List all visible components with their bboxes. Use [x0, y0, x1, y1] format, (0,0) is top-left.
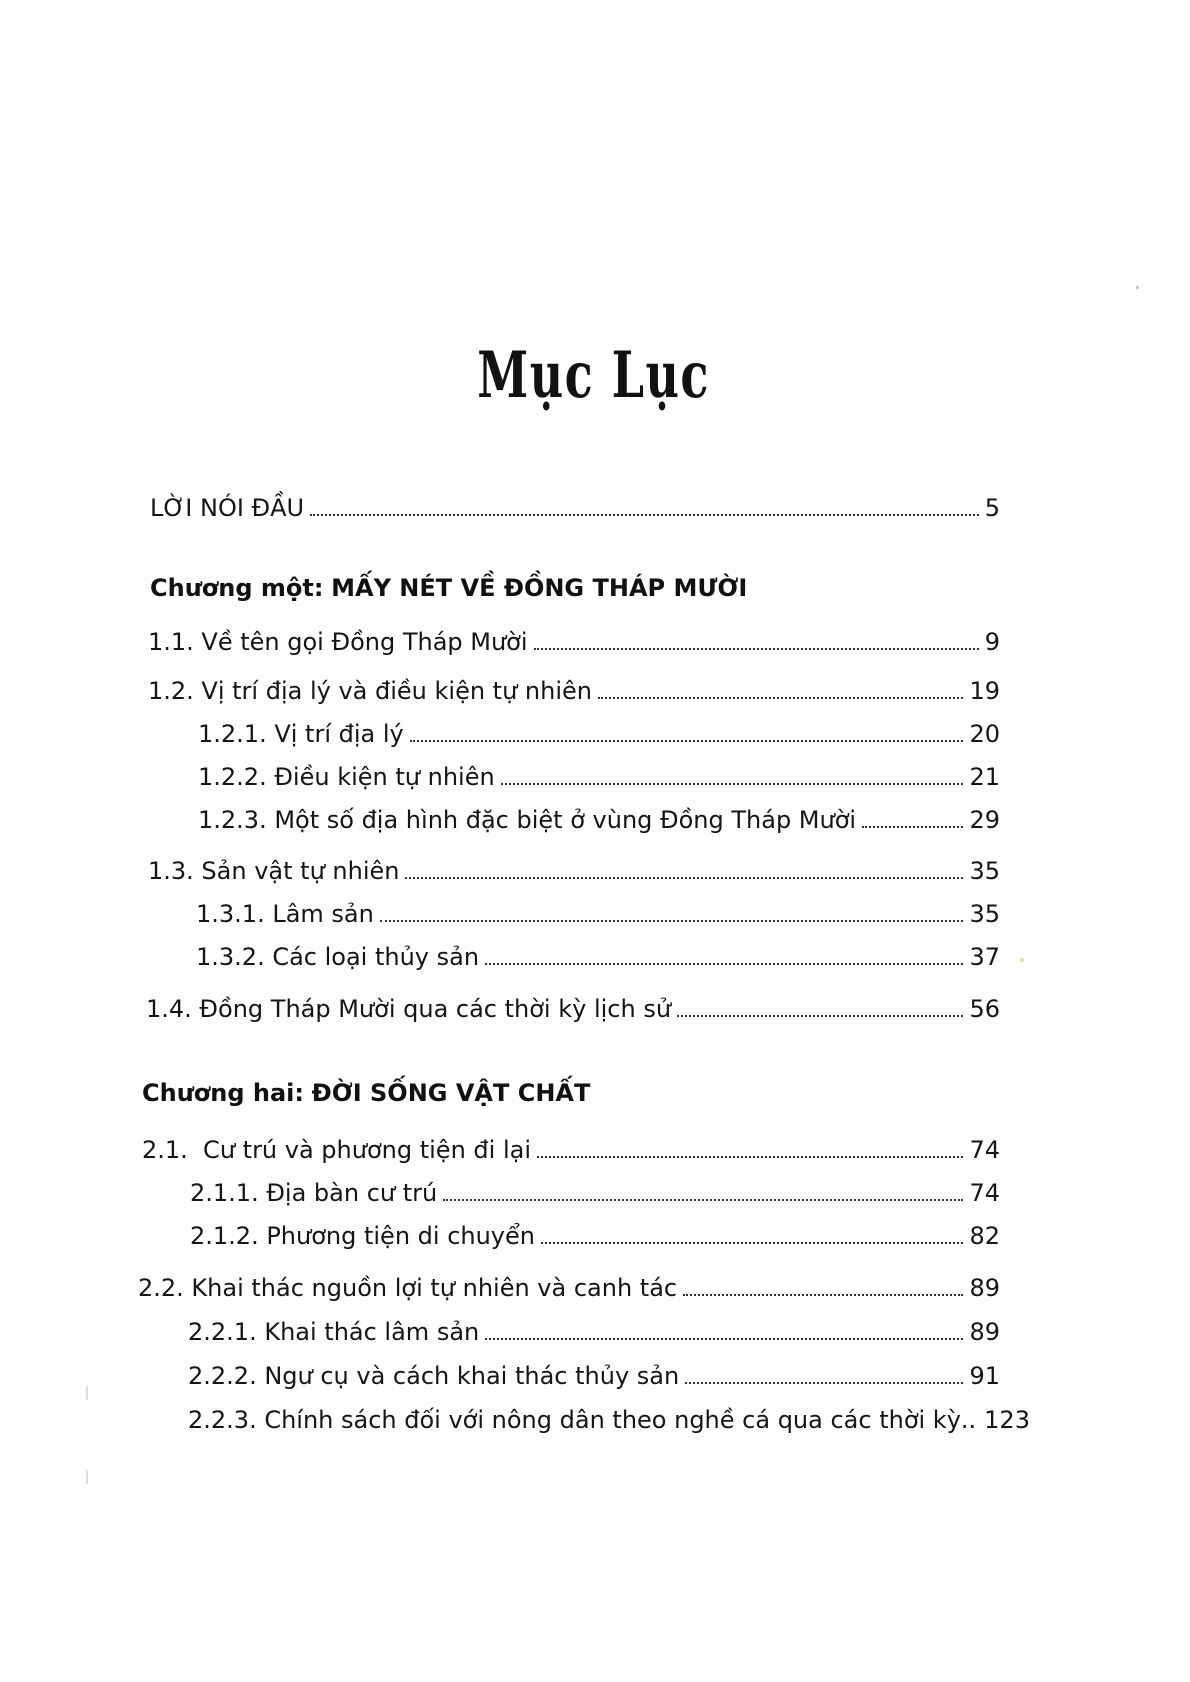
chapter-prefix: Chương một: [150, 574, 324, 602]
toc-page-number: 29 [969, 806, 1000, 834]
toc-entry-label: 1.3.2. Các loại thủy sản [196, 943, 480, 971]
toc-entry-label: 1.2. Vị trí địa lý và điều kiện tự nhiên [148, 677, 592, 705]
paper-speck [86, 1470, 88, 1484]
toc-page-number: 19 [969, 677, 1000, 705]
dot-leader [405, 877, 963, 879]
toc-entry-label: 2.2.3. Chính sách đối với nông dân theo nghề cá qua các thời kỳ.. [188, 1406, 977, 1434]
dot-leader [862, 826, 963, 828]
toc-entry-label: 1.3.1. Lâm sản [196, 900, 374, 928]
toc-page-number: 20 [969, 720, 1000, 748]
toc-entry-2-1[interactable] [142, 1135, 1000, 1165]
toc-page-number: 123 [984, 1406, 1030, 1434]
dot-leader [485, 1338, 963, 1340]
dot-leader [598, 697, 963, 699]
toc-page-number: 56 [969, 995, 1000, 1023]
paper-speck [86, 1386, 88, 1400]
dot-leader [677, 1015, 963, 1017]
toc-entry-label: 1.4. Đồng Tháp Mười qua các thời kỳ lịch sử [146, 995, 672, 1023]
chapter-name: ĐỜI SỐNG VẬT CHẤT [311, 1079, 591, 1107]
toc-entry-1-4[interactable] [146, 994, 1000, 1024]
toc-entry-preface[interactable] [150, 493, 1000, 523]
toc-entry-1-2-1[interactable] [198, 719, 1000, 749]
dot-leader [685, 1382, 963, 1384]
chapter-name: MẤY NÉT VỀ ĐỒNG THÁP MƯỜI [331, 574, 748, 602]
dot-leader [443, 1199, 963, 1201]
toc-page-number: 35 [969, 900, 1000, 928]
toc-entry-2-2-3[interactable] [188, 1405, 1030, 1435]
toc-entry-1-2-2[interactable] [198, 762, 1000, 792]
toc-entry-1-3-2[interactable] [196, 942, 1000, 972]
toc-entry-2-2[interactable] [138, 1273, 1000, 1303]
page-title: Mục Lục [477, 338, 710, 413]
toc-entry-2-2-2[interactable] [188, 1361, 1000, 1391]
toc-page-number: 82 [969, 1222, 1000, 1250]
toc-page-number: 37 [969, 943, 1000, 971]
toc-page-number: 35 [969, 857, 1000, 885]
dot-leader [380, 920, 964, 922]
dot-leader [534, 648, 979, 650]
toc-entry-1-2[interactable] [148, 676, 1000, 706]
chapter-prefix: Chương hai: [142, 1079, 304, 1107]
toc-entry-label: 1.1. Về tên gọi Đồng Tháp Mười [148, 628, 528, 656]
toc-page-number: 89 [969, 1318, 1000, 1346]
toc-entry-label: 2.2. Khai thác nguồn lợi tự nhiên và canh tác [138, 1274, 678, 1302]
chapter-heading-2 [142, 1078, 590, 1108]
toc-entry-2-1-2[interactable] [190, 1221, 1000, 1251]
dot-leader [501, 783, 964, 785]
toc-entry-label: 2.2.1. Khai thác lâm sản [188, 1318, 480, 1346]
toc-page-number: 21 [969, 763, 1000, 791]
dot-leader [541, 1242, 963, 1244]
toc-entry-1-3[interactable] [148, 856, 1000, 886]
toc-entry-label: 1.2.2. Điều kiện tự nhiên [198, 763, 495, 791]
toc-entry-label: 1.2.1. Vị trí địa lý [198, 720, 404, 748]
toc-page-number: 74 [969, 1136, 1000, 1164]
dot-leader [310, 514, 979, 516]
toc-page-number: 91 [969, 1362, 1000, 1390]
dot-leader [683, 1294, 963, 1296]
chapter-heading-1 [150, 573, 747, 603]
dot-leader [410, 740, 964, 742]
toc-page-number: 5 [984, 494, 1000, 522]
toc-entry-label: 1.3. Sản vật tự nhiên [148, 857, 400, 885]
dot-leader [537, 1156, 963, 1158]
paper-speck [1136, 286, 1139, 289]
toc-entry-label: 1.2.3. Một số địa hình đặc biệt ở vùng Đồng Tháp Mười [198, 806, 857, 834]
dot-leader [485, 963, 963, 965]
toc-entry-2-2-1[interactable] [188, 1317, 1000, 1347]
toc-page-number: 9 [984, 628, 1000, 656]
paper-speck [1020, 958, 1024, 962]
toc-entry-2-1-1[interactable] [190, 1178, 1000, 1208]
toc-entry-label: 2.1. Cư trú và phương tiện đi lại [142, 1136, 531, 1164]
toc-entry-label: LỜI NÓI ĐẦU [150, 494, 305, 522]
toc-entry-label: 2.1.1. Địa bàn cư trú [190, 1179, 438, 1207]
toc-entry-1-3-1[interactable] [196, 899, 1000, 929]
toc-page-number: 74 [969, 1179, 1000, 1207]
toc-entry-1-1[interactable] [148, 627, 1000, 657]
toc-page-number: 89 [969, 1274, 1000, 1302]
toc-entry-1-2-3[interactable] [198, 805, 1000, 835]
toc-entry-label: 2.2.2. Ngư cụ và cách khai thác thủy sản [188, 1362, 680, 1390]
toc-entry-label: 2.1.2. Phương tiện di chuyển [190, 1222, 535, 1250]
